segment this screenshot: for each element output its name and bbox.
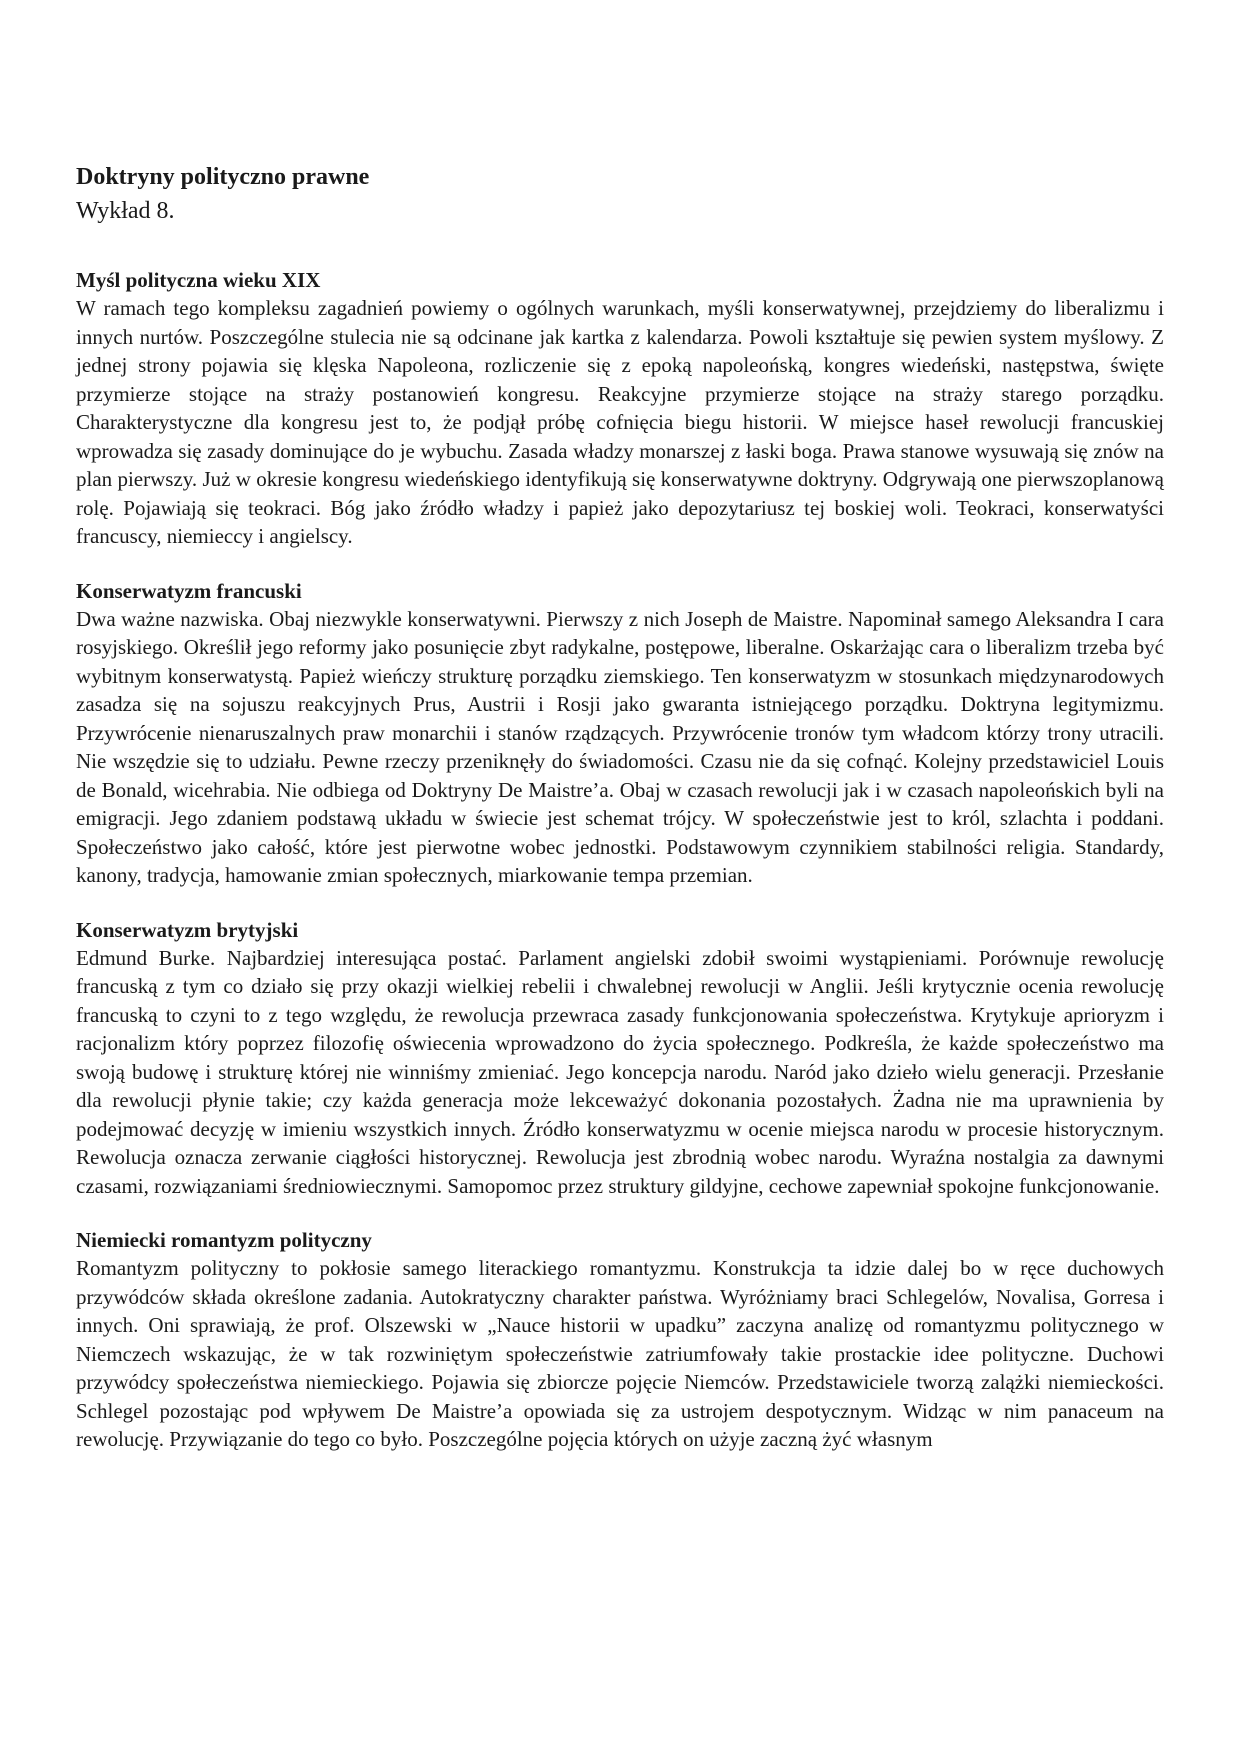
section-heading: Konserwatyzm brytyjski bbox=[76, 917, 299, 942]
section-niemiecki-romantyzm bbox=[76, 1226, 1164, 1454]
document-title: Doktryny polityczno prawne bbox=[76, 164, 370, 190]
section-konserwatyzm-brytyjski bbox=[76, 916, 1164, 1201]
section-heading: Niemiecki romantyzm polityczny bbox=[76, 1228, 372, 1252]
section-mysl-polityczna bbox=[76, 266, 1164, 551]
section-paragraph: Edmund Burke. Najbardziej interesująca postać. Parlament angielski zdobił swoimi wystąpieniami. Porównuje rewolucję francuską z tym co działo się przy okazji wielkiej rebelii i chwalebnej rewolucji w Anglii. Jeśli krytycznie ocenia rewolucję francuską to czyni to z tego względu, że rewolucja przewraca zasady funkcjonowania społeczeństwa. Krytykuje aprioryzm i racjonalizm który poprzez filozofię oświecenia wprowadzono do życia społecznego. Podkreśla, że każde społeczeństwo ma swoją budowę i strukturę której nie winniśmy zmieniać. Jego koncepcja narodu. Naród jako dzieło wielu generacji. Przesłanie dla rewolucji płynie takie; czy każda generacja może lekceważyć dokonania pozostałych. Żadna nie ma uprawnienia by podejmować decyzję w imieniu wszystkich innych. Źródło konserwatyzmu w ocenie miejsca narodu w procesie historycznym. Rewolucja oznacza zerwanie ciągłości historycznej. Rewolucja jest zbrodnią wobec narodu. Wyraźna nostalgia za dawnymi czasami, rozwiązaniami średniowiecznymi. Samopomoc przez struktury gildyjne, cechowe zapewniał spokojne funkcjonowanie. bbox=[76, 945, 1164, 1198]
document-subtitle: Wykład 8. bbox=[76, 198, 175, 224]
section-heading: Konserwatyzm francuski bbox=[76, 578, 302, 603]
section-konserwatyzm-francuski bbox=[76, 577, 1164, 890]
section-heading: Myśl polityczna wieku XIX bbox=[76, 268, 321, 292]
section-paragraph: Dwa ważne nazwiska. Obaj niezwykle konserwatywni. Pierwszy z nich Joseph de Maistre. Napominał samego Aleksandra I cara rosyjskiego. Określił jego reformy jako posunięcie zbyt radykalne, postępowe, liberalne. Oskarżając cara o liberalizm trzeba być wybitnym konserwatystą. Papież wieńczy strukturę porządku ziemskiego. Ten konserwatyzm w stosunkach międzynarodowych zasadza się na sojuszu reakcyjnych Prus, Austrii i Rosji jako gwaranta istniejącego porządku. Doktryna legitymizmu. Przywrócenie nienaruszalnych praw monarchii i stanów rządzących. Przywrócenie tronów tym władcom którzy trony utracili. Nie wszędzie się to udziału. Pewne rzeczy przeniknęły do świadomości. Czasu nie da się cofnąć. Kolejny przedstawiciel Louis de Bonald, wicehrabia. Nie odbiega od Doktryny De Maistre’a. Obaj w czasach rewolucji jak i w czasach napoleońskich byli na emigracji. Jego zdaniem podstawą układu w świecie jest schemat trójcy. W społeczeństwie jest to król, szlachta i poddani. Społeczeństwo jako całość, które jest pierwotne wobec jednostki. Podstawowym czynnikiem stabilności religia. Standardy, kanony, tradycja, hamowanie zmian społecznych, miarkowanie tempa przemian. bbox=[76, 606, 1164, 887]
section-paragraph: W ramach tego kompleksu zagadnień powiemy o ogólnych warunkach, myśli konserwatywnej, przejdziemy do liberalizmu i innych nurtów. Poszczególne stulecia nie są odcinane jak kartka z kalendarza. Powoli kształtuje się pewien system myślowy. Z jednej strony pojawia się klęska Napoleona, rozliczenie się z epoką napoleońską, kongres wiedeński, następstwa, święte przymierze stojące na straży postanowień kongresu. Reakcyjne przymierze stojące na straży starego porządku. Charakterystyczne dla kongresu jest to, że podjął próbę cofnięcia biegu historii. W miejsce haseł rewolucji francuskiej wprowadza się zasady dominujące do je wybuchu. Zasada władzy monarszej z łaski boga. Prawa stanowe wysuwają się znów na plan pierwszy. Już w okresie kongresu wiedeńskiego identyfikują się konserwatywne doktryny. Odgrywają one pierwszoplanową rolę. Pojawiają się teokraci. Bóg jako źródło władzy i papież jako depozytariusz tej boskiej woli. Teokraci, konserwatyści francuscy, niemieccy i angielscy. bbox=[76, 296, 1164, 548]
section-paragraph: Romantyzm polityczny to pokłosie samego literackiego romantyzmu. Konstrukcja ta idzie dalej bo w ręce duchowych przywódców składa określone zadania. Autokratyczny charakter państwa. Wyróżniamy braci Schlegelów, Novalisa, Gorresa i innych. Oni sprawiają, że prof. Olszewski w „Nauce historii w upadku” zaczyna analizę od romantyzmu politycznego w Niemczech wskazując, że w tak rozwiniętym społeczeństwie zatriumfowały takie prostackie idee polityczne. Duchowi przywódcy społeczeństwa niemieckiego. Pojawia się zbiorcze pojęcie Niemców. Przedstawiciele tworzą zalążki niemieckości. Schlegel pozostając pod wpływem De Maistre’a opowiada się za ustrojem despotycznym. Widząc w nim panaceum na rewolucję. Przywiązanie do tego co było. Poszczególne pojęcia których on użyje zaczną żyć własnym bbox=[76, 1256, 1164, 1451]
document-page bbox=[76, 160, 1164, 1480]
